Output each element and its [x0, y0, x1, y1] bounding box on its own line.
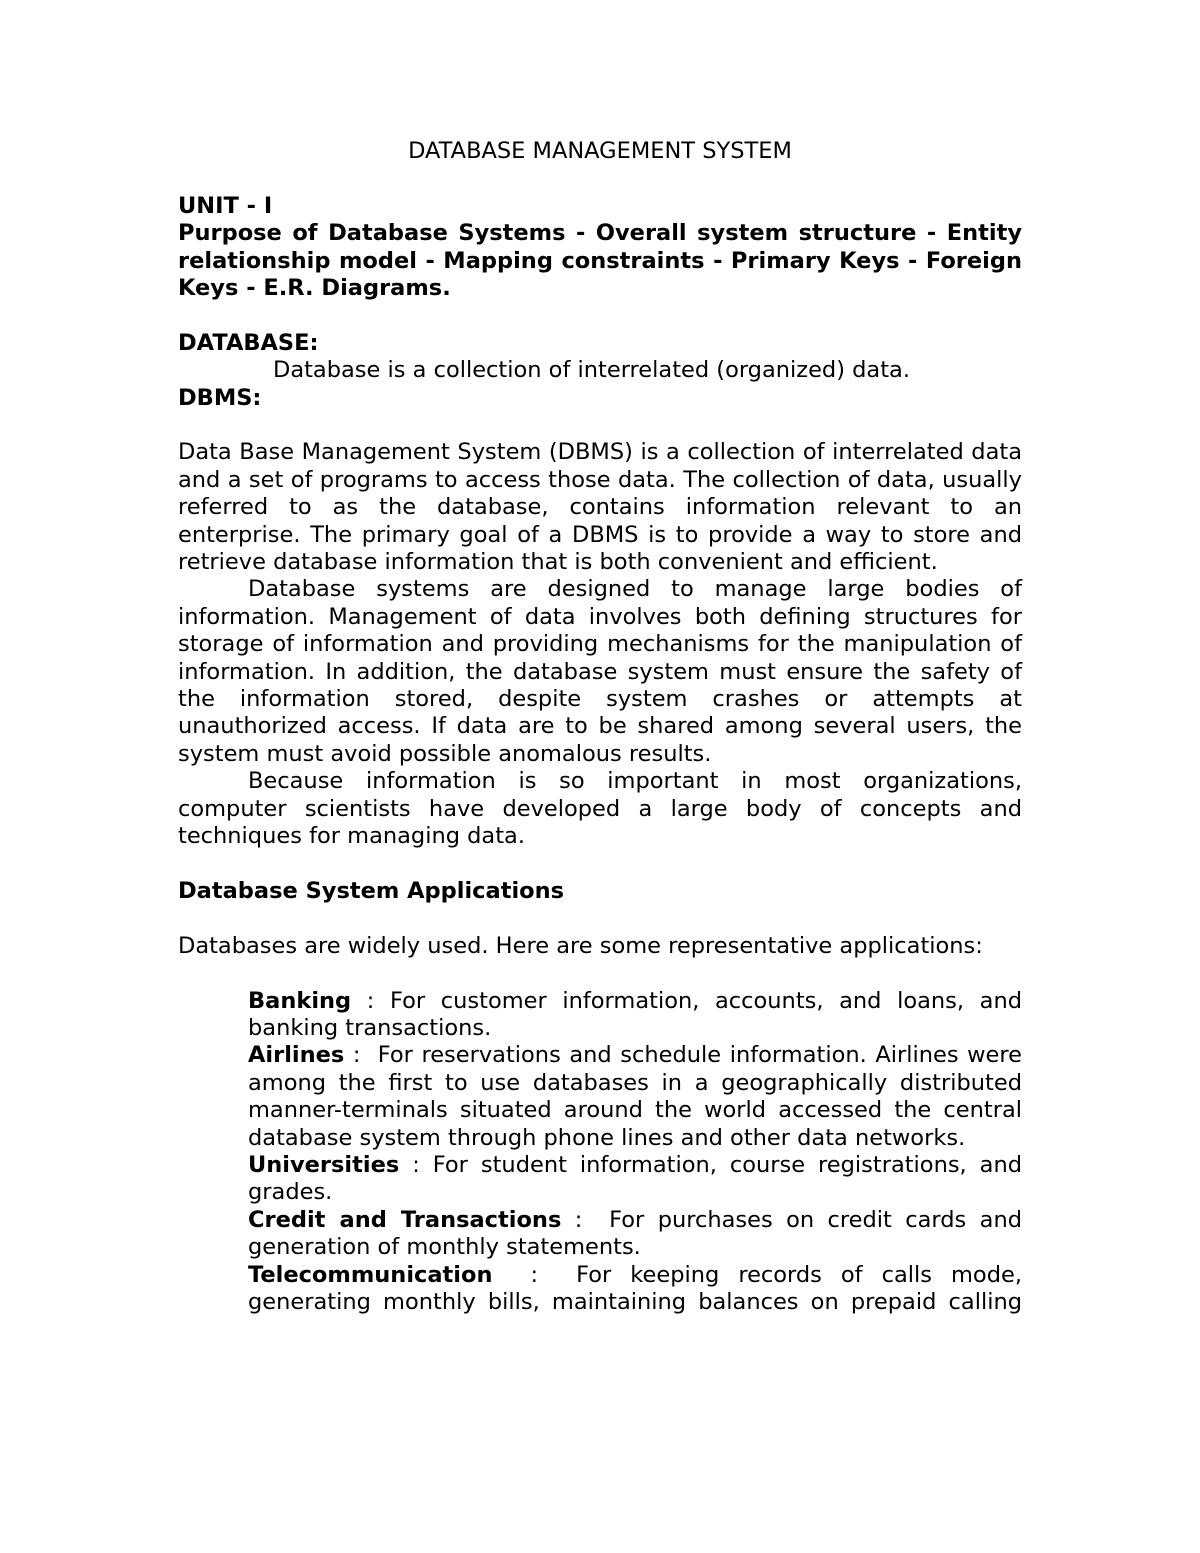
- spacer: [178, 851, 1022, 878]
- spacer: [178, 165, 1022, 192]
- application-name: Universities: [248, 1151, 400, 1178]
- spacer: [178, 905, 1022, 932]
- unit-heading: UNIT - I: [178, 192, 273, 219]
- list-item: [248, 1152, 1022, 1207]
- application-description: For reservations and schedule information. Airlines were among the first to use databases in a geographically distributed manner-terminals situated around the world accessed the central database system through phone lines and other data networks.: [248, 1042, 1022, 1151]
- application-separator: :: [344, 1042, 378, 1069]
- list-item: [248, 1042, 1022, 1152]
- applications-intro: Databases are widely used. Here are some representative applications:: [178, 932, 983, 959]
- dbms-paragraph-2: Database systems are designed to manage large bodies of information. Management of data involves both defining structures for storage of information and providing mechanisms for the manipulation of information. In addition, the database system must ensure the safety of the information stored, despite system crashes or attempts at unauthorized access. If data are to be shared among several users, the system must avoid possible anomalous results.: [178, 576, 1022, 767]
- application-separator: :: [492, 1261, 577, 1288]
- dbms-paragraph-3: Because information is so important in most organizations, computer scientists have developed a large body of concepts and techniques for managing data.: [178, 768, 1022, 850]
- database-definition: Database is a collection of interrelated (organized) data.: [273, 357, 910, 384]
- application-description: For purchases on credit cards and generation of monthly statements.: [248, 1206, 1023, 1261]
- application-separator: :: [351, 987, 390, 1014]
- spacer: [178, 302, 1022, 329]
- application-separator: :: [561, 1206, 610, 1233]
- dbms-heading: DBMS:: [178, 384, 262, 411]
- list-item: [248, 1207, 1022, 1262]
- unit-topics: Purpose of Database Systems - Overall system structure - Entity relationship model - Mapping constraints - Primary Keys - Foreign Keys - E.R. Diagrams.: [178, 220, 1022, 302]
- applications-list: [178, 988, 1022, 1317]
- document-body: [178, 138, 1022, 1316]
- application-separator: :: [399, 1151, 433, 1178]
- application-description: For keeping records of calls mode, generating monthly bills, maintaining balances on prepaid calling: [248, 1261, 1022, 1315]
- application-description: For student information, course registrations, and grades.: [248, 1151, 1022, 1206]
- application-name: Credit and Transactions: [248, 1206, 562, 1233]
- spacer: [178, 960, 1022, 987]
- document-title: DATABASE MANAGEMENT SYSTEM: [408, 138, 792, 164]
- application-name: Airlines: [248, 1042, 345, 1069]
- application-description: For customer information, accounts, and loans, and banking transactions.: [248, 987, 1022, 1041]
- list-item: [248, 988, 1022, 1043]
- application-name: Telecommunication: [248, 1261, 493, 1288]
- applications-heading: Database System Applications: [178, 877, 565, 904]
- dbms-paragraph-1: Data Base Management System (DBMS) is a collection of interrelated data and a set of programs to access those data. The collection of data, usually referred to as the database, contains information relevant to an enterprise. The primary goal of a DBMS is to provide a way to store and retrieve database information that is both convenient and efficient.: [178, 439, 1022, 576]
- spacer: [178, 412, 1022, 439]
- application-name: Banking: [248, 987, 352, 1014]
- database-heading: DATABASE:: [178, 329, 319, 356]
- list-item: [248, 1262, 1022, 1317]
